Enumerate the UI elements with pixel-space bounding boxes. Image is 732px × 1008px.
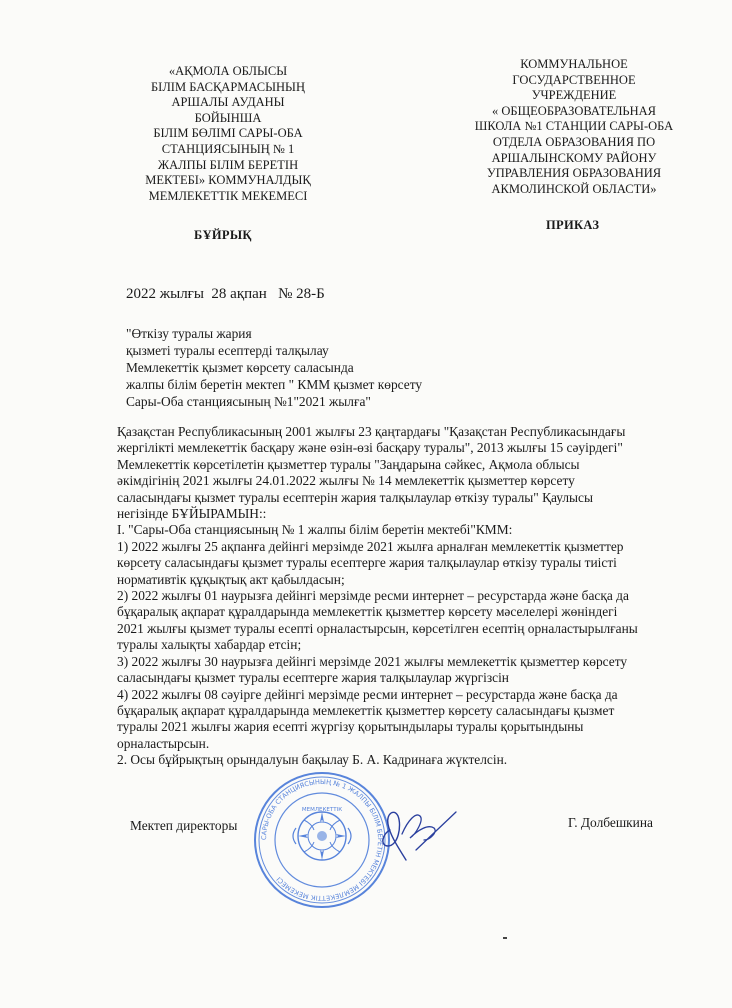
doc-type-kazakh: БҰЙРЫҚ [194,228,252,242]
order-subject [126,325,422,410]
body-line: жергілікті мемлекеттік басқару және өзін-өзі басқару туралы", 2013 жылғы 15 сәуірдегі" [117,440,623,456]
header-kazakh-line: МЕМЛЕКЕТТІК МЕКЕМЕСІ [148,188,308,203]
date-and-number: 2022 жылғы 28 ақпан № 28-Б [126,286,325,302]
header-kazakh-line: «АҚМОЛА ОБЛЫСЫ [168,64,288,78]
body-line: бұқаралық ақпарат құралдарында мемлекеттік қызметтер көрсету мәселелері жөніндегі [117,604,618,620]
doc-type-russian: ПРИКАЗ [546,218,600,232]
header-russian-line: « ОБЩЕОБРАЗОВАТЕЛЬНАЯ [491,103,657,118]
official-stamp-icon [252,770,392,910]
header-russian-line: УЧРЕЖДЕНИЕ [531,88,617,103]
header-kazakh-line: БОЙЫНША [194,110,262,125]
body-line: бұқаралық ақпарат құралдарында мемлекеттік қызметтер көрсету саласындағы қызмет [117,702,615,718]
header-russian-line: ГОСУДАРСТВЕННОЕ [512,72,636,87]
body-line: 2. Осы бұйрықтың орындалуын бақылау Б. А. Кадринаға жүктелсін. [117,752,508,768]
subject-line: қызметі туралы есептерді талқылау [126,343,329,358]
order-body [117,424,697,769]
body-line: 2) 2022 жылғы 01 наурызға дейінгі мерзімде ресми интернет – ресурстарда және басқа да [117,588,629,604]
subject-line: "Өткізу туралы жария [126,326,252,341]
body-line: Мемлекеттік көрсетілетін қызметтер туралы "Заңдарына сәйкес, Ақмола облысы [117,456,580,472]
body-line: 4) 2022 жылғы 08 сәуірге дейінгі мерзімде ресми интернет – ресурстарда және басқа да [117,686,618,702]
header-kazakh [128,64,328,204]
subject-line: Мемлекеттік қызмет көрсету саласында [126,360,354,375]
body-line: негізінде БҰЙЫРАМЫН:: [117,506,267,522]
body-line: нормативтік құқықтық акт қабылдасын; [117,571,345,587]
header-russian [444,57,704,197]
header-russian-line: АРШАЛЫНСКОМУ РАЙОНУ [491,150,657,165]
header-kazakh-line: МЕКТЕБІ» КОММУНАЛДЫҚ [145,173,311,188]
body-line: саласындағы қызмет туралы есептерін жария талқылаулар өткізу туралы" Қаулысы [117,489,593,505]
header-russian-line: ШКОЛА №1 СТАНЦИИ САРЫ-ОБА [474,119,674,134]
handwritten-signature-icon [372,790,458,870]
body-line: 2021 жылғы қызмет туралы есепті орналастырсын, көрсетілген есептің орналастырылғаны [117,620,638,636]
header-kazakh-line: ЖАЛПЫ БІЛІМ БЕРЕТІН [157,157,299,172]
header-kazakh-line: БІЛІМ БӨЛІМІ САРЫ-ОБА [153,126,303,141]
header-russian-line: КОММУНАЛЬНОЕ [520,57,628,71]
body-line: 1) 2022 жылғы 25 ақпанға дейінгі мерзімде 2021 жылға арналған мемлекеттік қызметтер [117,538,624,554]
signatory-name: Г. Долбешкина [568,815,653,830]
body-line: туралы халықты хабардар етсін; [117,637,302,653]
body-line: 3) 2022 жылғы 30 наурызға дейінгі мерзімде 2021 жылғы мемлекеттік қызметтер көрсету [117,653,628,669]
subject-line: жалпы білім беретін мектеп " КММ қызмет көрсету [126,377,423,392]
body-line: саласындағы қызмет туралы есептерге жария талқылаулар жүргізсін [117,670,509,686]
body-line: туралы 2021 жылғы жария есепті жүргізу қорытындылары туралы қорытындыны [117,719,584,735]
body-line: орналастырсын. [117,735,210,751]
subject-line: Сары-Оба станциясының №1"2021 жылға" [126,394,371,409]
body-line: көрсету саласындағы қызмет туралы есептерге жария талқылаулар өткізу туралы тиісті [117,555,617,571]
body-line: әкімдігінің 2021 жылғы 24.01.2022 жылғы № 14 мемлекеттік қызметтер көрсету [117,473,575,489]
header-kazakh-line: СТАНЦИЯСЫНЫҢ № 1 [161,141,295,156]
scan-speck [503,937,507,939]
header-russian-line: УПРАВЛЕНИЯ ОБРАЗОВАНИЯ [486,166,662,181]
stamp-ring-text: САРЫ-ОБА СТАНЦИЯСЫНЫҢ № 1 ЖАЛПЫ БІЛІМ БЕРЕТІН МЕКТЕБІ МЕМЛЕКЕТТІК МЕКЕМЕСІ [259,777,385,903]
body-line: Қазақстан Республикасының 2001 жылғы 23 қаңтардағы "Қазақстан Республикасындағы [117,424,626,439]
emblem-icon [293,812,351,860]
header-kazakh-line: АРШАЛЫ АУДАНЫ [171,95,285,110]
body-line: I. "Сары-Оба станциясының № 1 жалпы білім беретін мектебі"КММ: [117,522,513,538]
header-kazakh-line: БІЛІМ БАСҚАРМАСЫНЫҢ [150,79,305,94]
header-russian-line: АКМОЛИНСКОЙ ОБЛАСТИ» [491,181,657,196]
stamp-center-label: МЕМЛЕКЕТТІК [301,807,343,813]
header-russian-line: ОТДЕЛА ОБРАЗОВАНИЯ ПО [492,134,656,149]
signature-title: Мектеп директоры [130,818,238,833]
